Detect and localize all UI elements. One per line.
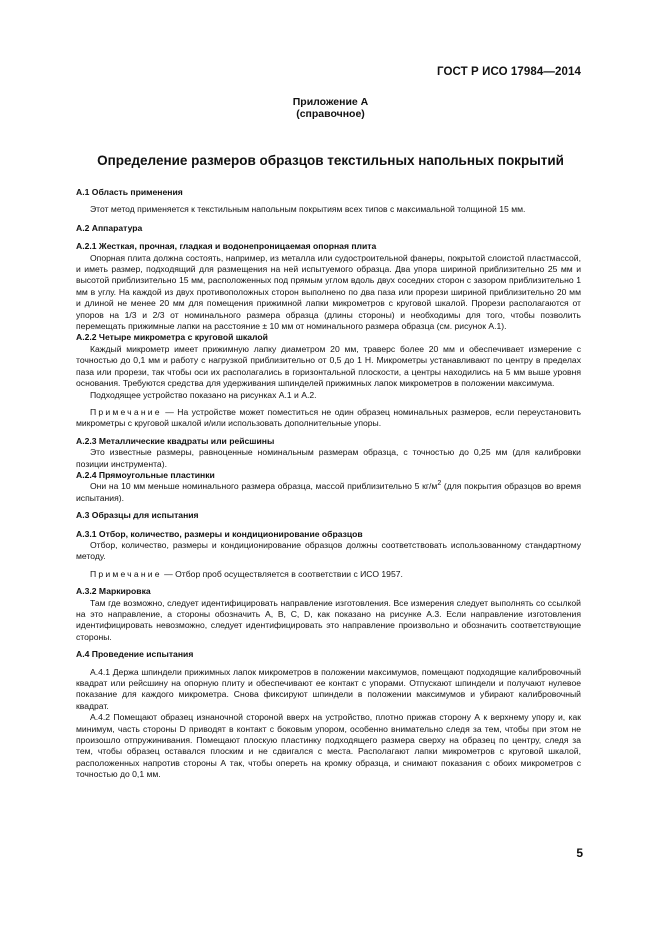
section-a24-text-b: (для покрытия образцов во время испытания).: [76, 481, 581, 503]
annex-type: (справочное): [296, 108, 365, 120]
note-1-text: — На устройстве может поместиться не один образец номинальных размеров, если переустановить микрометры с круговой шкалой и/или использовать дополнительные упоры.: [76, 406, 581, 429]
section-a1-heading: А.1 Область применения: [76, 187, 183, 197]
section-a32-heading: А.3.2 Маркировка: [76, 586, 151, 597]
section-a3-heading: А.3 Образцы для испытания: [76, 510, 199, 521]
section-a22-text: Каждый микрометр имеет прижимную лапку диаметром 20 мм, траверс более 20 мм и обеспечивает измерение с точностью до 0,1 мм и работу с нагрузкой приблизительно от 0,5 до 1 Н. Микрометры устанавливают по центру в пределах паза или прорези, так чтобы оси их располагались в горизонтальной плоскости, а центры находились на 5 мм выше уровня основания. Требуются средства для удерживания шпинделей прижимных лапок микрометров в положении максимума.: [76, 343, 581, 389]
section-a32-text: Там где возможно, следует идентифицировать направление изготовления. Все измерения следует выполнять со ссылкой на это направление, а стороны обозначить А, В, С, D, как показано на рисунке А.3. Если направление изготовления идентифицировать невозможно, следует идентифицировать это направление произвольно и обозначить соответствующие стороны.: [76, 597, 581, 642]
page-number: 5: [576, 846, 583, 860]
section-a24-text-a: Они на 10 мм меньше номинального размера образца, массой приблизительно 5 кг/м: [90, 481, 438, 492]
section-a4-heading: А.4 Проведение испытания: [76, 649, 194, 660]
note-1-label: Примечание: [90, 406, 162, 417]
note-2: [76, 569, 581, 580]
section-a23-heading: А.2.3 Металлические квадраты или рейсшины: [76, 435, 275, 446]
note-2-label: Примечание: [90, 568, 162, 579]
section-a2-heading: А.2 Аппаратура: [76, 222, 143, 233]
page-title: Определение размеров образцов текстильных напольных покрытий: [97, 153, 564, 168]
document-body: [76, 187, 581, 781]
note-1: [76, 407, 581, 430]
note-2-text: — Отбор проб осуществляется в соответствии с ИСО 1957.: [161, 568, 403, 579]
annex-label: Приложение А: [292, 96, 369, 108]
section-a23-text: Это известные размеры, равноценные номинальным размерам образца, с точностью до 0,25 мм (для калибровки позиции инструмента).: [76, 447, 581, 469]
section-a1-text: Этот метод применяется к текстильным напольным покрытиям всех типов с максимальной толщиной 15 мм.: [90, 204, 526, 215]
section-a22-text2: Подходящее устройство показано на рисунках А.1 и А.2.: [90, 389, 317, 400]
section-a21-heading: А.2.1 Жесткая, прочная, гладкая и водонепроницаемая опорная плита: [76, 241, 377, 252]
section-a31-heading: А.3.1 Отбор, количество, размеры и кондиционирование образцов: [76, 528, 363, 539]
section-a22-heading: А.2.2 Четыре микрометра с круговой шкалой: [76, 332, 268, 343]
section-a31-text: Отбор, количество, размеры и кондиционирование образцов должны соответствовать использованному стандартному методу.: [76, 539, 581, 562]
section-a24-text: [76, 481, 581, 504]
standard-number: ГОСТ Р ИСО 17984—2014: [436, 66, 581, 78]
section-a42-text: А.4.2 Помещают образец изнаночной стороной вверх на устройство, плотно прижав сторону А к верхнему упору и, как минимум, часть стороны D приводят в контакт с боковым упором, особенно внимательно следя за тем, чтобы при этом не произошло отпружинивания. Помещают плоскую пластинку подходящего размера сверху на образец по центру, следя за тем, чтобы образец оставался плоским и не сдвигался с места. Располагают лапки микрометров с круговой шкалой, расположенных напротив стороны А так, чтобы опереть на кромку образца, и снимают показания с обоих микрометров с точностью до 0,1 мм.: [76, 712, 581, 780]
section-a21-text: Опорная плита должна состоять, например, из металла или судостроительной фанеры, покрытой слоистой пластмассой, и иметь размер, подходящий для размещения на ней испытуемого образца. Два упора шириной приблизительно 25 мм и высотой приблизительно 15 мм, расположенных под прямым углом вдоль двух соседних сторон с зазором приблизительно 1 мм в углу. На каждой из двух противоположных сторон выполнено по два паза или прорези шириной приблизительно 20 мм и длиной не менее 20 мм для помещения прижимной лапки микрометров с круговой шкалой. Прорези располагаются от упоров на 1/3 и 2/3 от номинального размера образца (длины стороны) и необходимы для того, чтобы позволить перемещать прижимные лапки на расстояние ± 10 мм от номинального размера образца (см. рисунок А.1).: [76, 252, 581, 332]
section-a41-text: А.4.1 Держа шпиндели прижимных лапок микрометров в положении максимумов, помещают подходящие калибровочный квадрат или рейсшину на опорную плиту и обеспечивают ее контакт с упорами. Отпускают шпиндели и получают нулевое показание для каждого микрометра. Снова фиксируют шпиндели в положении максимумов и убирают калибровочный квадрат.: [76, 666, 581, 711]
superscript-2: 2: [437, 480, 442, 488]
section-a24-heading: А.2.4 Прямоугольные пластинки: [76, 469, 215, 480]
